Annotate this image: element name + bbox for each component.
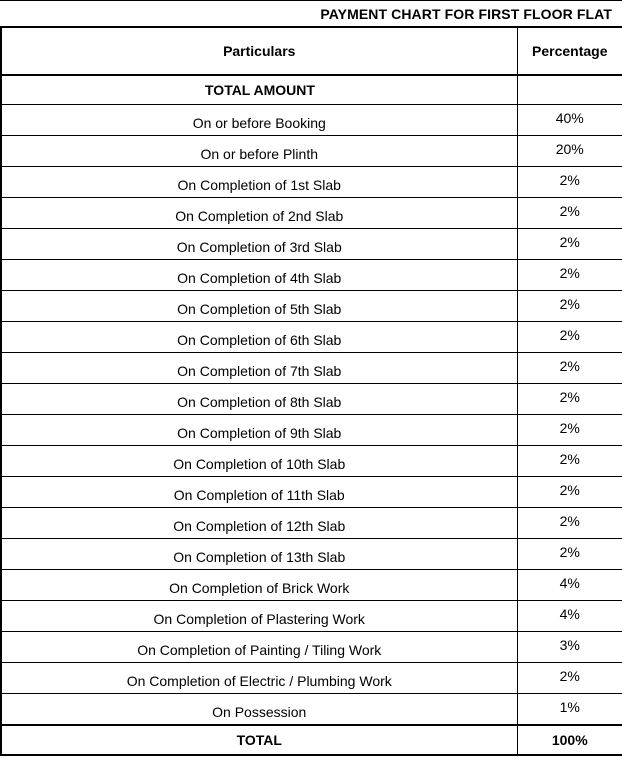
table-row: [1, 322, 622, 353]
percentage-text: 2%: [559, 296, 580, 312]
particular-cell: [1, 446, 517, 477]
particular-text: On Completion of Brick Work: [169, 580, 350, 596]
particular-text: On Completion of 12th Slab: [173, 518, 346, 534]
chart-title: PAYMENT CHART FOR FIRST FLOOR FLAT: [0, 0, 622, 26]
table-row: [1, 136, 622, 167]
percentage-cell: [517, 570, 622, 601]
particular-cell: [1, 384, 517, 415]
column-header-percentage: Percentage: [517, 27, 622, 75]
percentage-text: 4%: [559, 606, 580, 622]
percentage-cell: [517, 198, 622, 229]
particular-text: On Completion of 11th Slab: [173, 487, 345, 503]
percentage-cell: [517, 291, 622, 322]
particular-text: On Completion of 4th Slab: [177, 270, 342, 286]
table-row: [1, 508, 622, 539]
table-row: [1, 384, 622, 415]
payment-chart-table: [0, 26, 622, 756]
percentage-cell: [517, 167, 622, 198]
total-amount-value: [517, 75, 622, 105]
percentage-cell: [517, 694, 622, 726]
percentage-text: 3%: [559, 637, 580, 653]
particular-cell: [1, 198, 517, 229]
table-row: [1, 601, 622, 632]
percentage-text: 2%: [559, 668, 580, 684]
percentage-text: 2%: [559, 544, 580, 560]
table-row: [1, 632, 622, 663]
particular-text: On Completion of 10th Slab: [173, 456, 346, 472]
table-row: [1, 229, 622, 260]
percentage-cell: [517, 260, 622, 291]
total-amount-row: [1, 75, 622, 105]
particular-text: On Possession: [212, 704, 307, 720]
particular-cell: [1, 260, 517, 291]
percentage-text: 20%: [555, 141, 584, 157]
particular-text: On Completion of 1st Slab: [177, 177, 341, 193]
percentage-text: 2%: [559, 513, 580, 529]
percentage-cell: [517, 508, 622, 539]
percentage-cell: [517, 415, 622, 446]
particular-cell: [1, 291, 517, 322]
table-row: [1, 415, 622, 446]
table-row: [1, 198, 622, 229]
total-amount-label: TOTAL AMOUNT: [1, 75, 517, 105]
percentage-cell: [517, 353, 622, 384]
particular-text: On or before Plinth: [200, 146, 318, 162]
table-row: [1, 663, 622, 694]
particular-cell: [1, 353, 517, 384]
total-row: [1, 725, 622, 755]
column-header-particulars: Particulars: [1, 27, 517, 75]
particular-cell: [1, 694, 517, 726]
particular-cell: [1, 477, 517, 508]
particular-cell: [1, 632, 517, 663]
particular-text: On Completion of 6th Slab: [177, 332, 342, 348]
percentage-cell: [517, 446, 622, 477]
particular-text: On Completion of Painting / Tiling Work: [137, 642, 382, 658]
particular-text: On Completion of 8th Slab: [177, 394, 342, 410]
particular-text: On Completion of 2nd Slab: [175, 208, 344, 224]
particular-cell: [1, 570, 517, 601]
table-row: [1, 446, 622, 477]
particular-cell: [1, 322, 517, 353]
percentage-text: 2%: [559, 389, 580, 405]
particular-cell: [1, 167, 517, 198]
percentage-cell: [517, 384, 622, 415]
percentage-text: 2%: [559, 265, 580, 281]
table-row: [1, 570, 622, 601]
particular-cell: [1, 539, 517, 570]
particular-text: On Completion of 5th Slab: [177, 301, 342, 317]
percentage-cell: [517, 663, 622, 694]
particular-cell: [1, 136, 517, 167]
table-row: [1, 260, 622, 291]
percentage-text: 2%: [559, 358, 580, 374]
percentage-cell: [517, 322, 622, 353]
percentage-cell: [517, 229, 622, 260]
particular-text: On Completion of 9th Slab: [177, 425, 342, 441]
particular-cell: [1, 229, 517, 260]
percentage-text: 2%: [559, 451, 580, 467]
particular-cell: [1, 415, 517, 446]
particular-cell: [1, 663, 517, 694]
total-percentage: 100%: [517, 725, 622, 755]
percentage-cell: [517, 539, 622, 570]
table-row: [1, 167, 622, 198]
particular-cell: [1, 105, 517, 136]
total-label: TOTAL: [1, 725, 517, 755]
table-row: [1, 539, 622, 570]
percentage-cell: [517, 136, 622, 167]
table-row: [1, 291, 622, 322]
percentage-text: 2%: [559, 327, 580, 343]
particular-text: On Completion of 13th Slab: [173, 549, 346, 565]
table-row: [1, 694, 622, 726]
particular-cell: [1, 601, 517, 632]
percentage-cell: [517, 477, 622, 508]
percentage-cell: [517, 632, 622, 663]
particular-text: On Completion of Electric / Plumbing Work: [126, 673, 392, 689]
particular-text: On Completion of Plastering Work: [153, 611, 365, 627]
percentage-text: 1%: [559, 699, 580, 715]
table-row: [1, 477, 622, 508]
particular-text: On Completion of 3rd Slab: [176, 239, 342, 255]
percentage-text: 2%: [559, 420, 580, 436]
percentage-text: 2%: [559, 234, 580, 250]
percentage-text: 2%: [559, 203, 580, 219]
table-row: [1, 353, 622, 384]
percentage-text: 4%: [559, 575, 580, 591]
percentage-text: 2%: [559, 172, 580, 188]
particular-cell: [1, 508, 517, 539]
table-row: [1, 105, 622, 136]
particular-text: On Completion of 7th Slab: [177, 363, 342, 379]
percentage-text: 2%: [559, 482, 580, 498]
percentage-cell: [517, 601, 622, 632]
table-header-row: [1, 27, 622, 75]
percentage-text: 40%: [555, 110, 584, 126]
percentage-cell: [517, 105, 622, 136]
particular-text: On or before Booking: [192, 115, 326, 131]
